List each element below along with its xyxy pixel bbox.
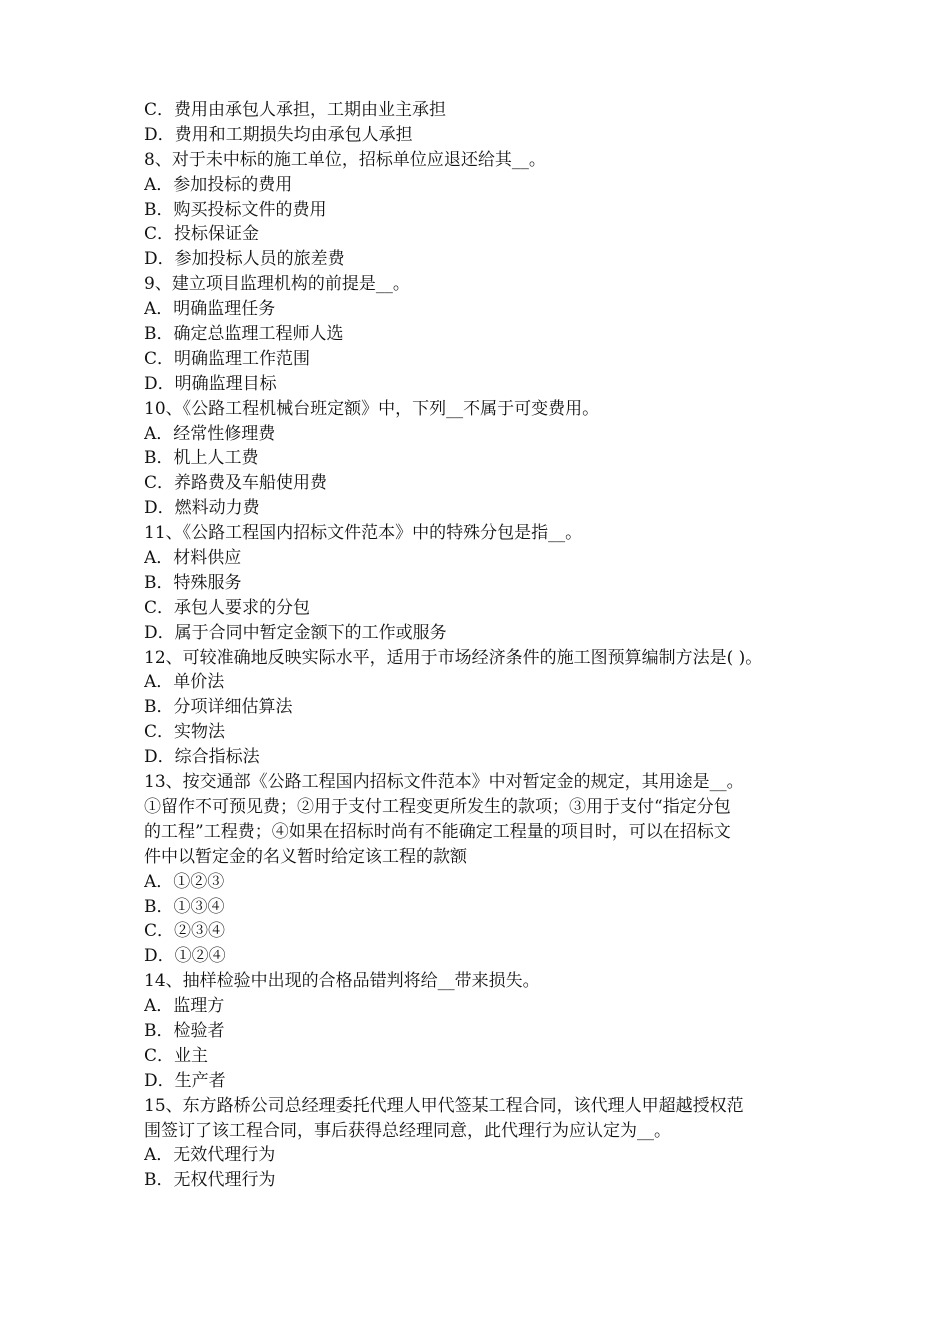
question-line: 15、东方路桥公司总经理委托代理人甲代签某工程合同，该代理人甲超越授权范 [144,1095,744,1116]
question-line: ①留作不可预见费；②用于支付工程变更所发生的款项；③用于支付“指定分包 [144,796,731,817]
option-line: C．养路费及车船使用费 [144,473,328,494]
option-line: C．明确监理工作范围 [144,348,311,369]
option-line: A．明确监理任务 [144,299,276,320]
question-line: 9、建立项目监理机构的前提是__。 [144,274,410,295]
option-line: D．燃料动力费 [144,498,260,519]
option-line: C．实物法 [144,722,226,743]
question-line: 13、按交通部《公路工程国内招标文件范本》中对暂定金的规定，其用途是__。 [144,772,744,793]
option-line: B．无权代理行为 [144,1170,276,1191]
question-line: 8、对于未中标的施工单位，招标单位应退还给其__。 [144,149,546,170]
question-line: 10、《公路工程机械台班定额》中，下列__不属于可变费用。 [144,398,600,419]
option-line: A．材料供应 [144,548,242,569]
option-line: C．②③④ [144,921,226,942]
option-line: A．参加投标的费用 [144,174,293,195]
option-line: D．属于合同中暂定金额下的工作或服务 [144,622,447,643]
question-line: 的工程”工程费；④如果在招标时尚有不能确定工程量的项目时，可以在招标文 [144,821,731,842]
option-line: B．购买投标文件的费用 [144,199,327,220]
option-line: A．监理方 [144,996,225,1017]
question-line: 14、抽样检验中出现的合格品错判将给__带来损失。 [144,971,540,992]
option-line: A．①②③ [144,871,225,892]
question-line: 件中以暂定金的名义暂时给定该工程的款额 [144,846,467,867]
option-line: D．明确监理目标 [144,373,277,394]
text-line: C．费用由承包人承担，工期由业主承担 [144,100,447,120]
document-body [144,98,814,1193]
option-line: D．综合指标法 [144,747,260,768]
option-line: C．投标保证金 [144,224,260,245]
question-line: 围签订了该工程合同，事后获得总经理同意，此代理行为应认定为__。 [144,1120,671,1141]
option-line: B．分项详细估算法 [144,697,293,718]
option-line: D．生产者 [144,1070,226,1091]
option-line: A．无效代理行为 [144,1145,276,1166]
option-line: C．承包人要求的分包 [144,597,311,618]
question-line: 12、可较准确地反映实际水平，适用于市场经济条件的施工图预算编制方法是( )。 [144,647,763,668]
option-line: B．①③④ [144,896,225,917]
option-line: A．经常性修理费 [144,423,276,444]
option-line: A．单价法 [144,672,225,693]
option-line: B．特殊服务 [144,572,242,593]
text-line: D．费用和工期损失均由承包人承担 [144,124,413,145]
option-line: B．机上人工费 [144,448,259,469]
option-line: D．①②④ [144,946,226,967]
option-line: D．参加投标人员的旅差费 [144,249,345,270]
option-line: B．确定总监理工程师人选 [144,324,344,345]
question-line: 11、《公路工程国内招标文件范本》中的特殊分包是指__。 [144,523,583,544]
option-line: B．检验者 [144,1020,225,1041]
option-line: C．业主 [144,1045,209,1066]
